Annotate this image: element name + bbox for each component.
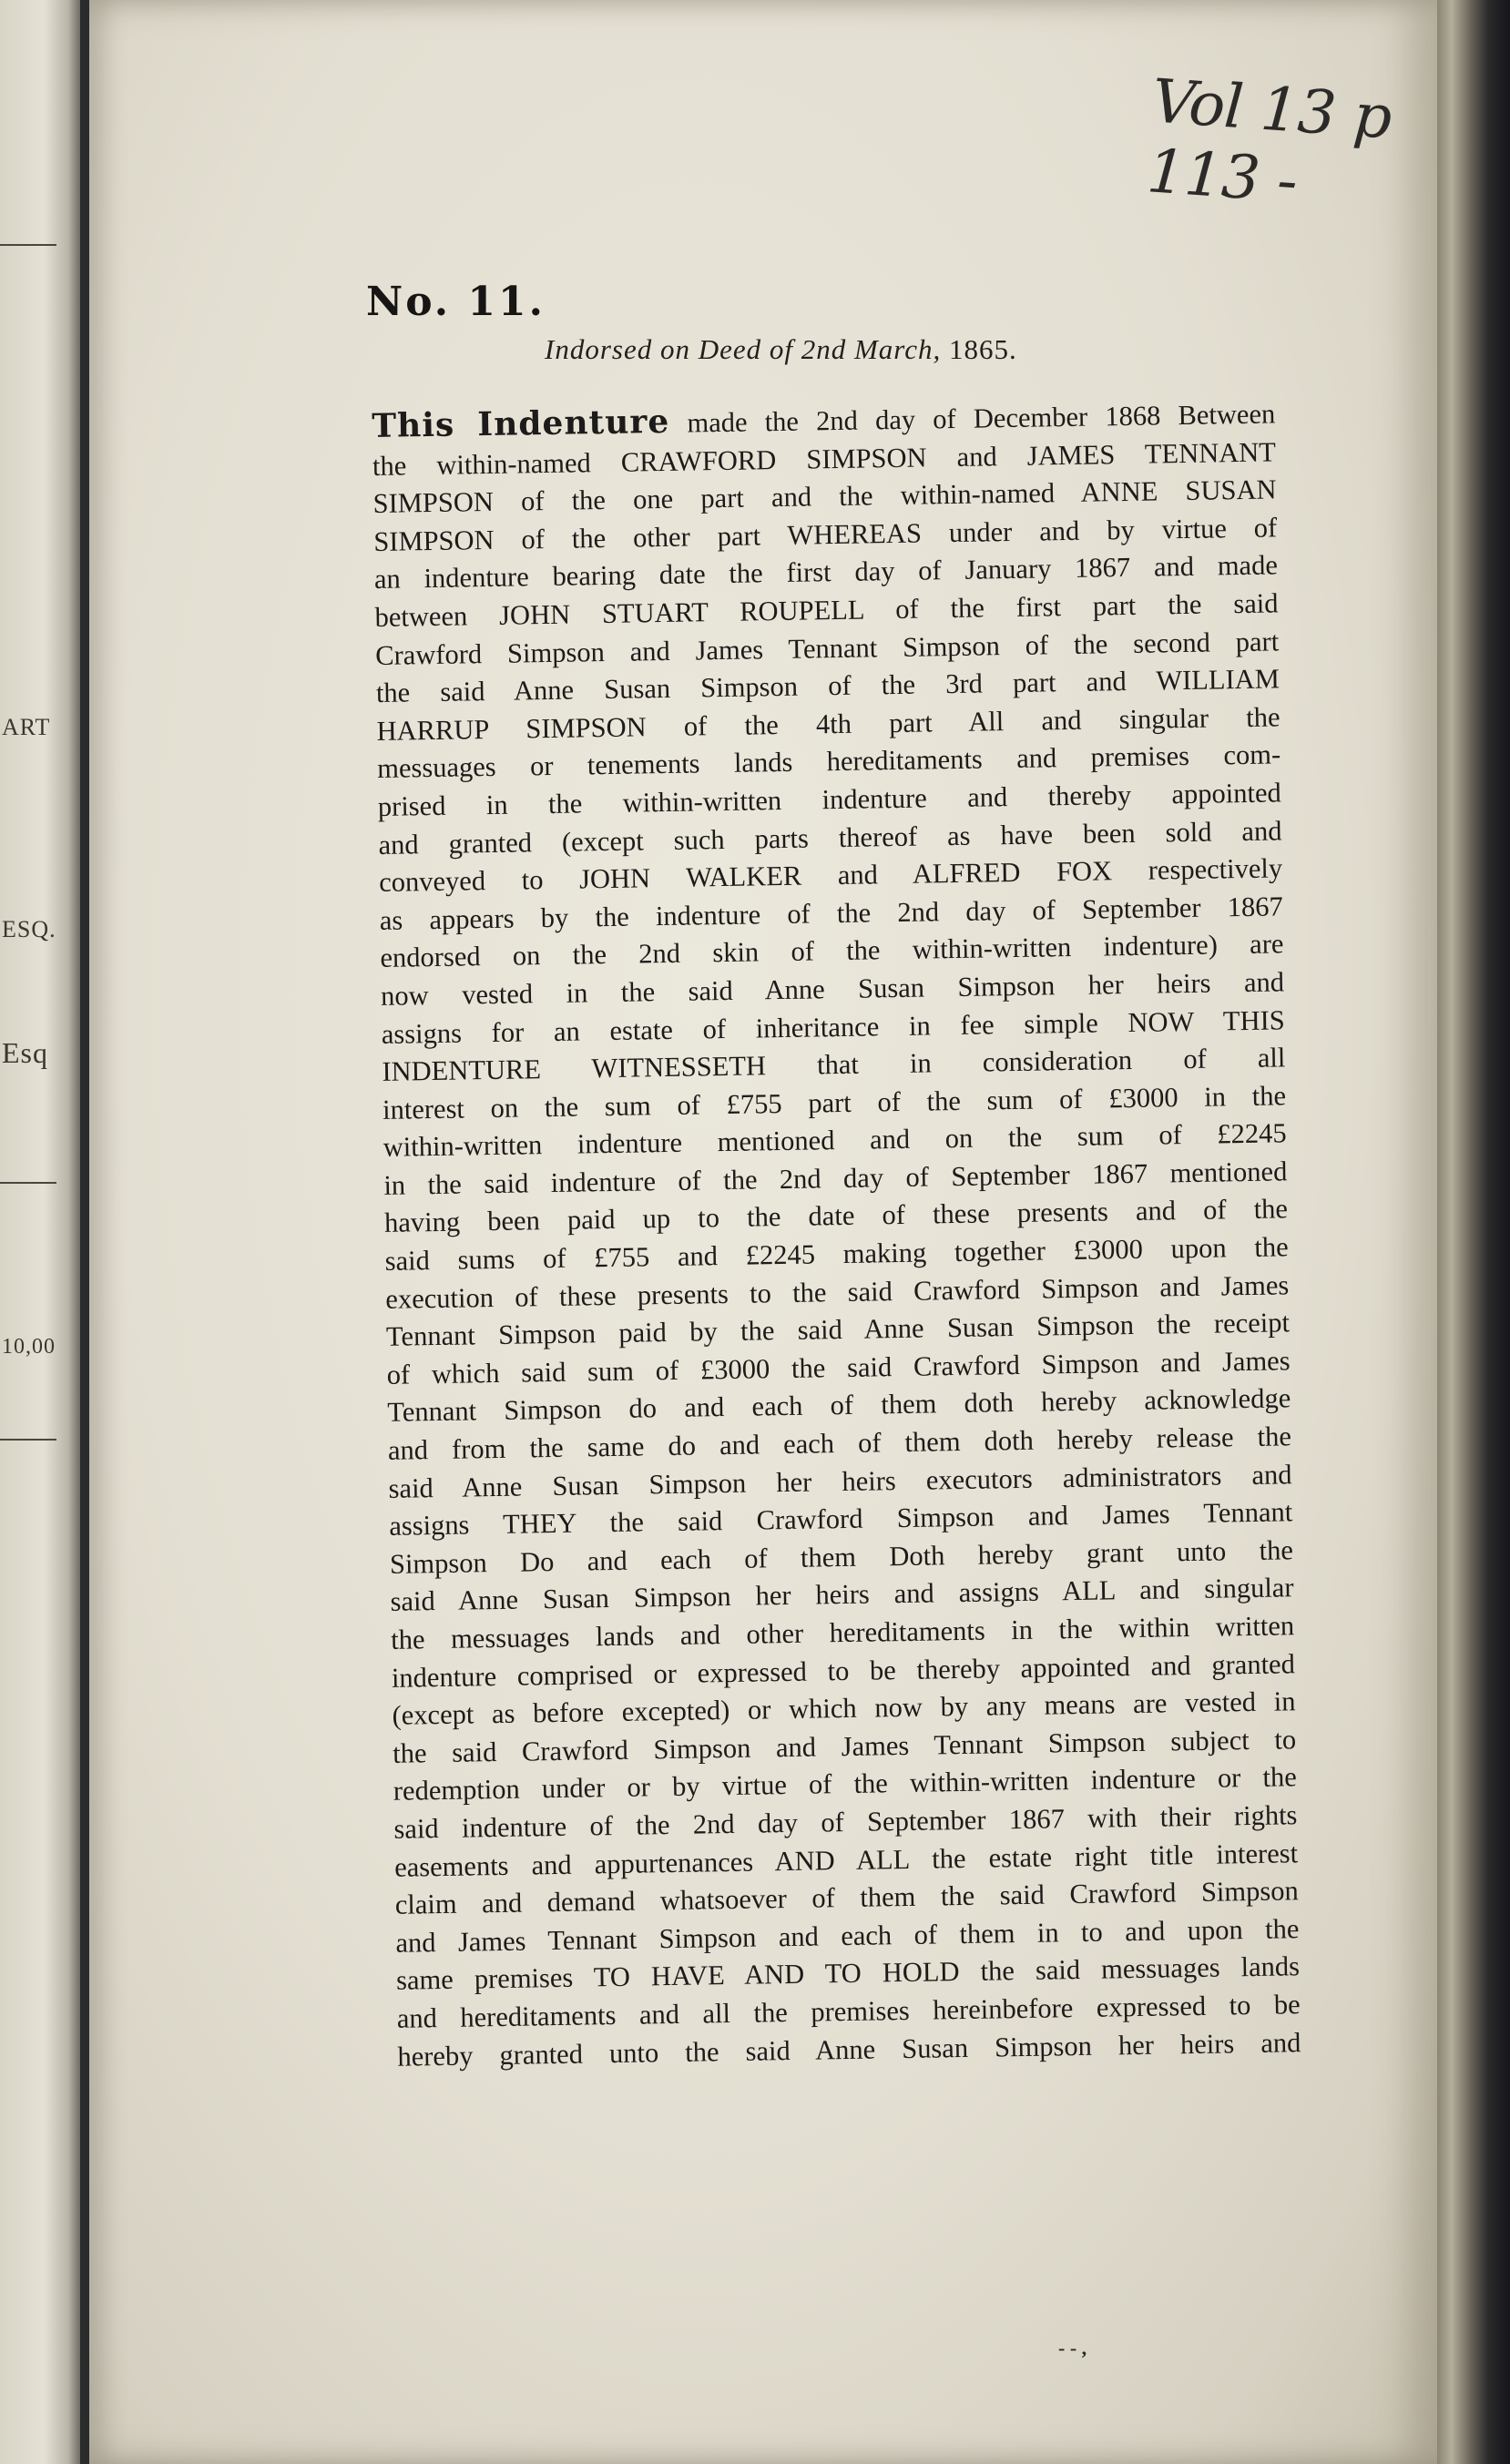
deed-text-line: said Anne Susan Simpson her heirs executors administrators and	[388, 1458, 1292, 1504]
deed-text-line: claim and demand whatsoever of them the said Crawford Simpson	[394, 1875, 1299, 1920]
deed-text-line: HARRUP SIMPSON of the 4th part All and singular the	[376, 701, 1280, 747]
deed-text-line: within-written indenture mentioned and on the sum of £2245	[383, 1117, 1287, 1164]
deed-text-line: the messuages lands and other hereditaments in the within written	[390, 1610, 1295, 1655]
left-page-fragment: 10,00	[2, 1335, 56, 1359]
left-page-fragment: ESQ.	[2, 916, 56, 942]
left-page-rule	[0, 244, 56, 246]
left-page-rule	[0, 1439, 56, 1441]
deed-body-text	[372, 393, 1301, 2075]
deed-text-line: said indenture of the 2nd day of September 1867 with their rights	[393, 1799, 1298, 1845]
deed-text-line: assigns THEY the said Crawford Simpson and James Tennant	[389, 1496, 1293, 1543]
deed-text-line: and hereditaments and all the premises hereinbefore expressed to be	[396, 1989, 1301, 2034]
deed-text-line: as appears by the indenture of the 2nd day of September 1867	[379, 891, 1283, 936]
page-signature-mark: - - ,	[1058, 2337, 1087, 2359]
deed-text-line: said Anne Susan Simpson her heirs and assigns ALL and singular	[390, 1572, 1294, 1618]
deed-text-line: endorsed on the 2nd skin of the within-written indenture) are	[380, 928, 1284, 974]
deed-text-line: Simpson Do and each of them Doth hereby grant unto the	[389, 1534, 1294, 1580]
deed-number-heading: No. 11.	[366, 279, 546, 325]
deed-text-line: and granted (except such parts thereof as have been sold and	[378, 814, 1282, 860]
deed-text-line: SIMPSON of the other part WHEREAS under and by virtue of	[373, 512, 1278, 557]
deed-text-line: interest on the sum of £755 part of the sum of £3000 in the	[382, 1080, 1287, 1125]
deed-text-line: and from the same do and each of them doth hereby release the	[387, 1420, 1292, 1466]
deed-text-line: INDENTURE WITNESSETH that in consideration of all	[382, 1042, 1286, 1088]
page-edge-shadow	[1437, 0, 1510, 2464]
deed-text-line: assigns for an estate of inheritance in fee simple NOW THIS	[381, 1003, 1285, 1050]
indorsement-year: 1865.	[948, 333, 1017, 365]
deed-text-line: said sums of £755 and £2245 making together £3000 upon the	[384, 1231, 1289, 1277]
deed-text-line: an indenture bearing date the first day of January 1867 and made	[373, 549, 1279, 596]
deed-text-line: Crawford Simpson and James Tennant Simpson of the second part	[374, 625, 1280, 671]
left-page-edge	[0, 0, 80, 2464]
deed-text-line-rest: made the 2nd day of December 1868 Between	[668, 398, 1276, 439]
deed-text-line: conveyed to JOHN WALKER and ALFRED FOX respectively	[378, 852, 1283, 899]
deed-text-line: same premises TO HAVE AND TO HOLD the said messuages lands	[395, 1950, 1301, 1997]
deed-text-line: Tennant Simpson do and each of them doth hereby acknowledge	[387, 1382, 1291, 1429]
indorsement-text: Indorsed on Deed of 2nd March,	[545, 333, 942, 365]
deed-text-line: redemption under or by virtue of the within-written indenture or the	[393, 1761, 1298, 1807]
deed-text-line: the within-named CRAWFORD SIMPSON and JAMES TENNANT	[372, 436, 1277, 482]
deed-text-line: the said Anne Susan Simpson of the 3rd part and WILLIAM	[375, 663, 1280, 709]
deed-text-line: indenture comprised or expressed to be thereby appointed and granted	[391, 1647, 1296, 1694]
deed-text-line: (except as before excepted) or which now by any means are vested in	[392, 1685, 1296, 1732]
deed-text-line: the said Crawford Simpson and James Tennant Simpson subject to	[392, 1724, 1297, 1769]
deed-text-line: Tennant Simpson paid by the said Anne Susan Simpson the receipt	[385, 1307, 1291, 1353]
deed-text-line: having been paid up to the date of these presents and of the	[383, 1193, 1289, 1239]
indorsement-line	[545, 333, 1017, 366]
deed-text-line: SIMPSON of the one part and the within-named ANNE SUSAN	[372, 473, 1277, 520]
deed-text-line: now vested in the said Anne Susan Simpson her heirs and	[380, 966, 1285, 1012]
deed-text-line: of which said sum of £3000 the said Crawford Simpson and James	[386, 1345, 1291, 1390]
deed-text-line: hereby granted unto the said Anne Susan Simpson her heirs and	[397, 2026, 1301, 2072]
deed-text-line: prised in the within-written indenture and thereby appointed	[377, 777, 1282, 822]
left-page-fragment: Esq	[2, 1036, 48, 1069]
deed-text-line: messuages or tenements lands hereditaments and premises com-	[376, 738, 1281, 785]
left-page-rule	[0, 1182, 56, 1184]
handwritten-margin-note: Vol 13 p 113 -	[1145, 66, 1393, 217]
left-page-fragment: ART	[2, 714, 51, 740]
deed-text-line: execution of these presents to the said Crawford Simpson and James	[385, 1268, 1290, 1315]
deed-text-line: and James Tennant Simpson and each of them in to and upon the	[395, 1912, 1300, 1959]
deed-text-line: in the said indenture of the 2nd day of September 1867 mentioned	[383, 1156, 1288, 1201]
deed-text-line: between JOHN STUART ROUPELL of the first part the said	[374, 587, 1279, 633]
opening-words: This Indenture	[371, 402, 670, 445]
deed-text-line: easements and appurtenances AND ALL the estate right title interest	[393, 1837, 1299, 1883]
